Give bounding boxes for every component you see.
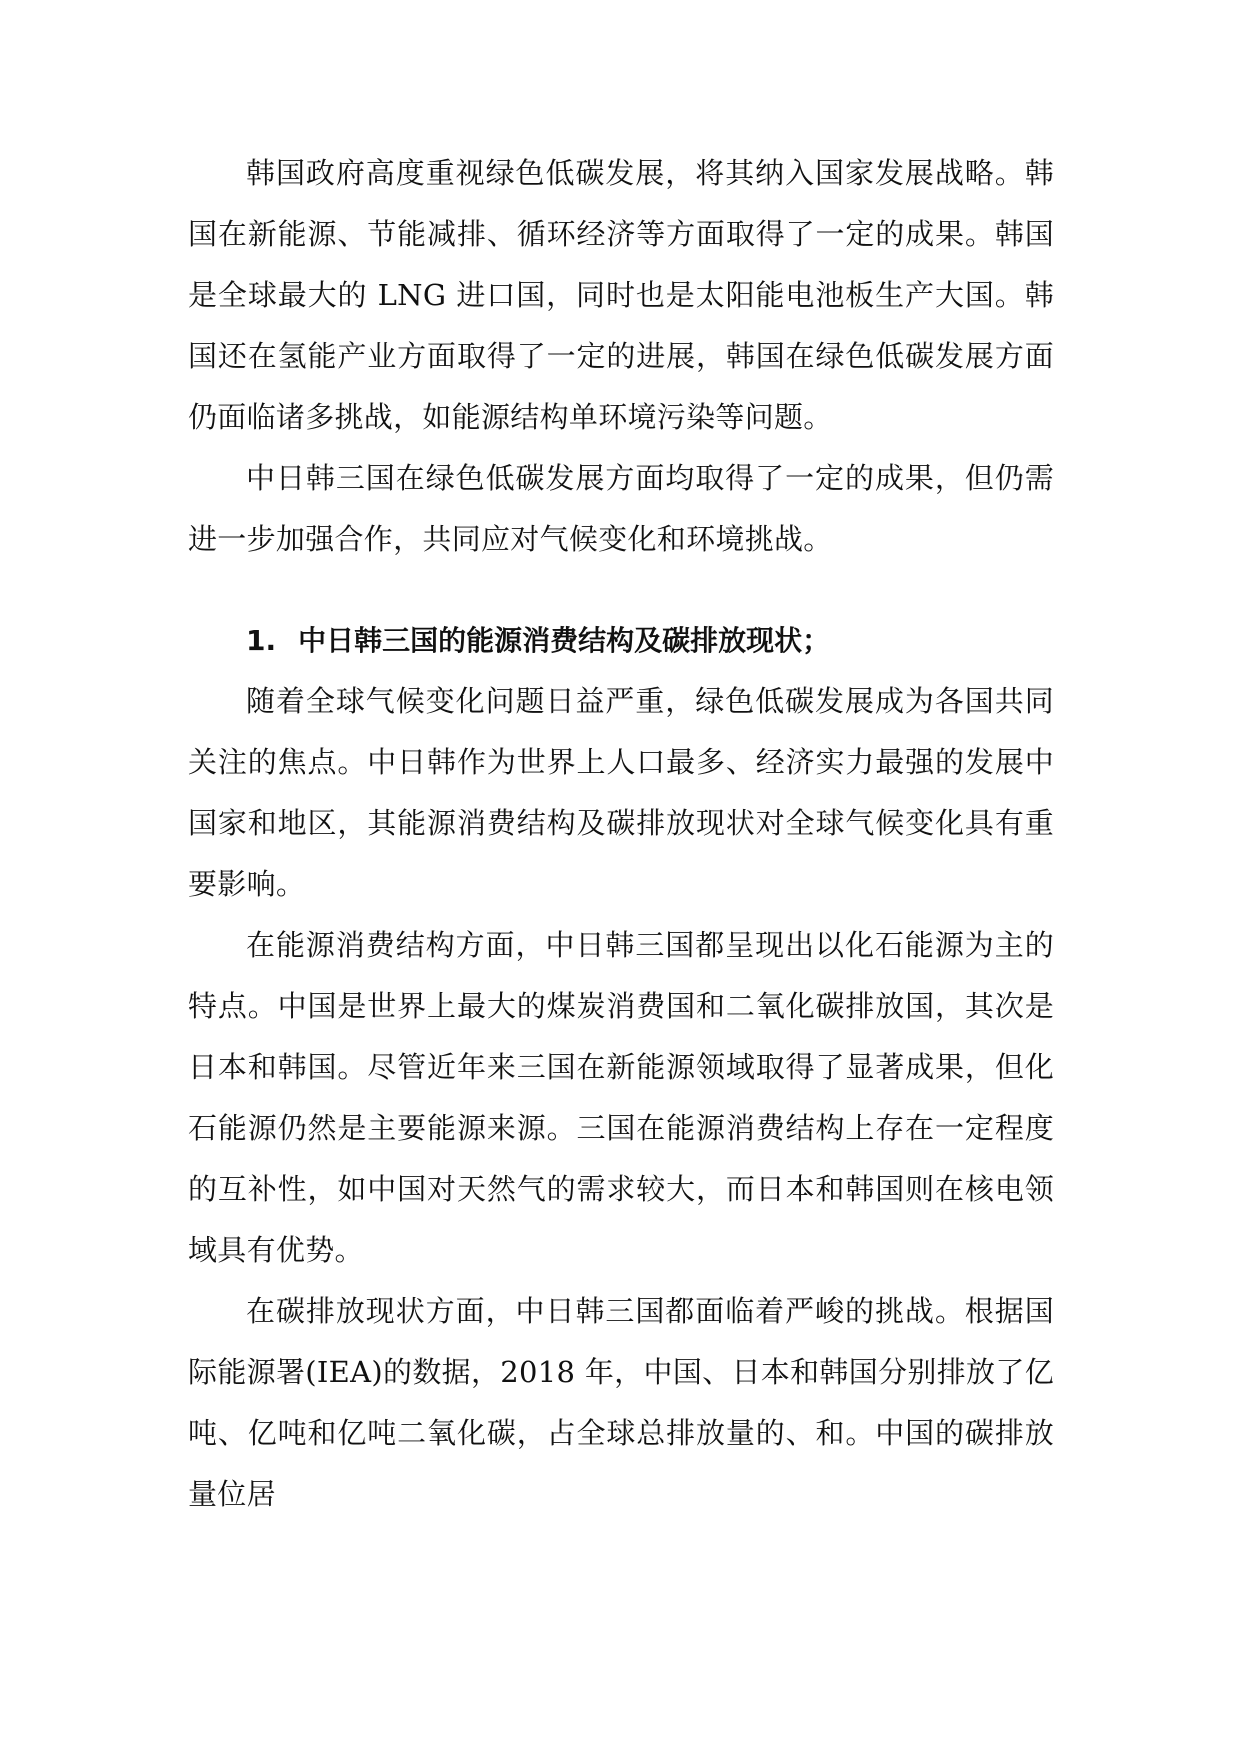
section-heading-number: 1. xyxy=(246,624,277,657)
paragraph-energy-structure: 在能源消费结构方面，中日韩三国都呈现出以化石能源为主的特点。中国是世界上最大的煤炭消费国和二氧化碳排放国，其次是日本和韩国。尽管近年来三国在新能源领域取得了显著成果，但化石能源仍然是主要能源来源。三国在能源消费结构上存在一定程度的互补性，如中国对天然气的需求较大，而日本和韩国则在核电领域具有优势。 xyxy=(188,928,1054,1267)
paragraph-trilateral-summary: 中日韩三国在绿色低碳发展方面均取得了一定的成果，但仍需进一步加强合作，共同应对气候变化和环境挑战。 xyxy=(188,461,1054,556)
document-body xyxy=(188,143,1054,1525)
paragraph-climate-focus: 随着全球气候变化问题日益严重，绿色低碳发展成为各国共同关注的焦点。中日韩作为世界上人口最多、经济实力最强的发展中国家和地区，其能源消费结构及碳排放现状对全球气候变化具有重要影响。 xyxy=(188,684,1054,901)
section-heading-text: 中日韩三国的能源消费结构及碳排放现状； xyxy=(298,624,831,657)
section-heading xyxy=(188,610,1054,671)
paragraph-korea-green-development: 韩国政府高度重视绿色低碳发展，将其纳入国家发展战略。韩国在新能源、节能减排、循环经济等方面取得了一定的成果。韩国是全球最大的 LNG 进口国，同时也是太阳能电池板生产大国。韩国还在氢能产业方面取得了一定的进展，韩国在绿色低碳发展方面仍面临诸多挑战，如能源结构单环境污染等问题。 xyxy=(188,156,1054,434)
paragraph-emission-status: 在碳排放现状方面，中日韩三国都面临着严峻的挑战。根据国际能源署(IEA)的数据，2018 年，中国、日本和韩国分别排放了亿吨、亿吨和亿吨二氧化碳，占全球总排放量的、和。中国的碳排放量位居 xyxy=(188,1294,1054,1511)
